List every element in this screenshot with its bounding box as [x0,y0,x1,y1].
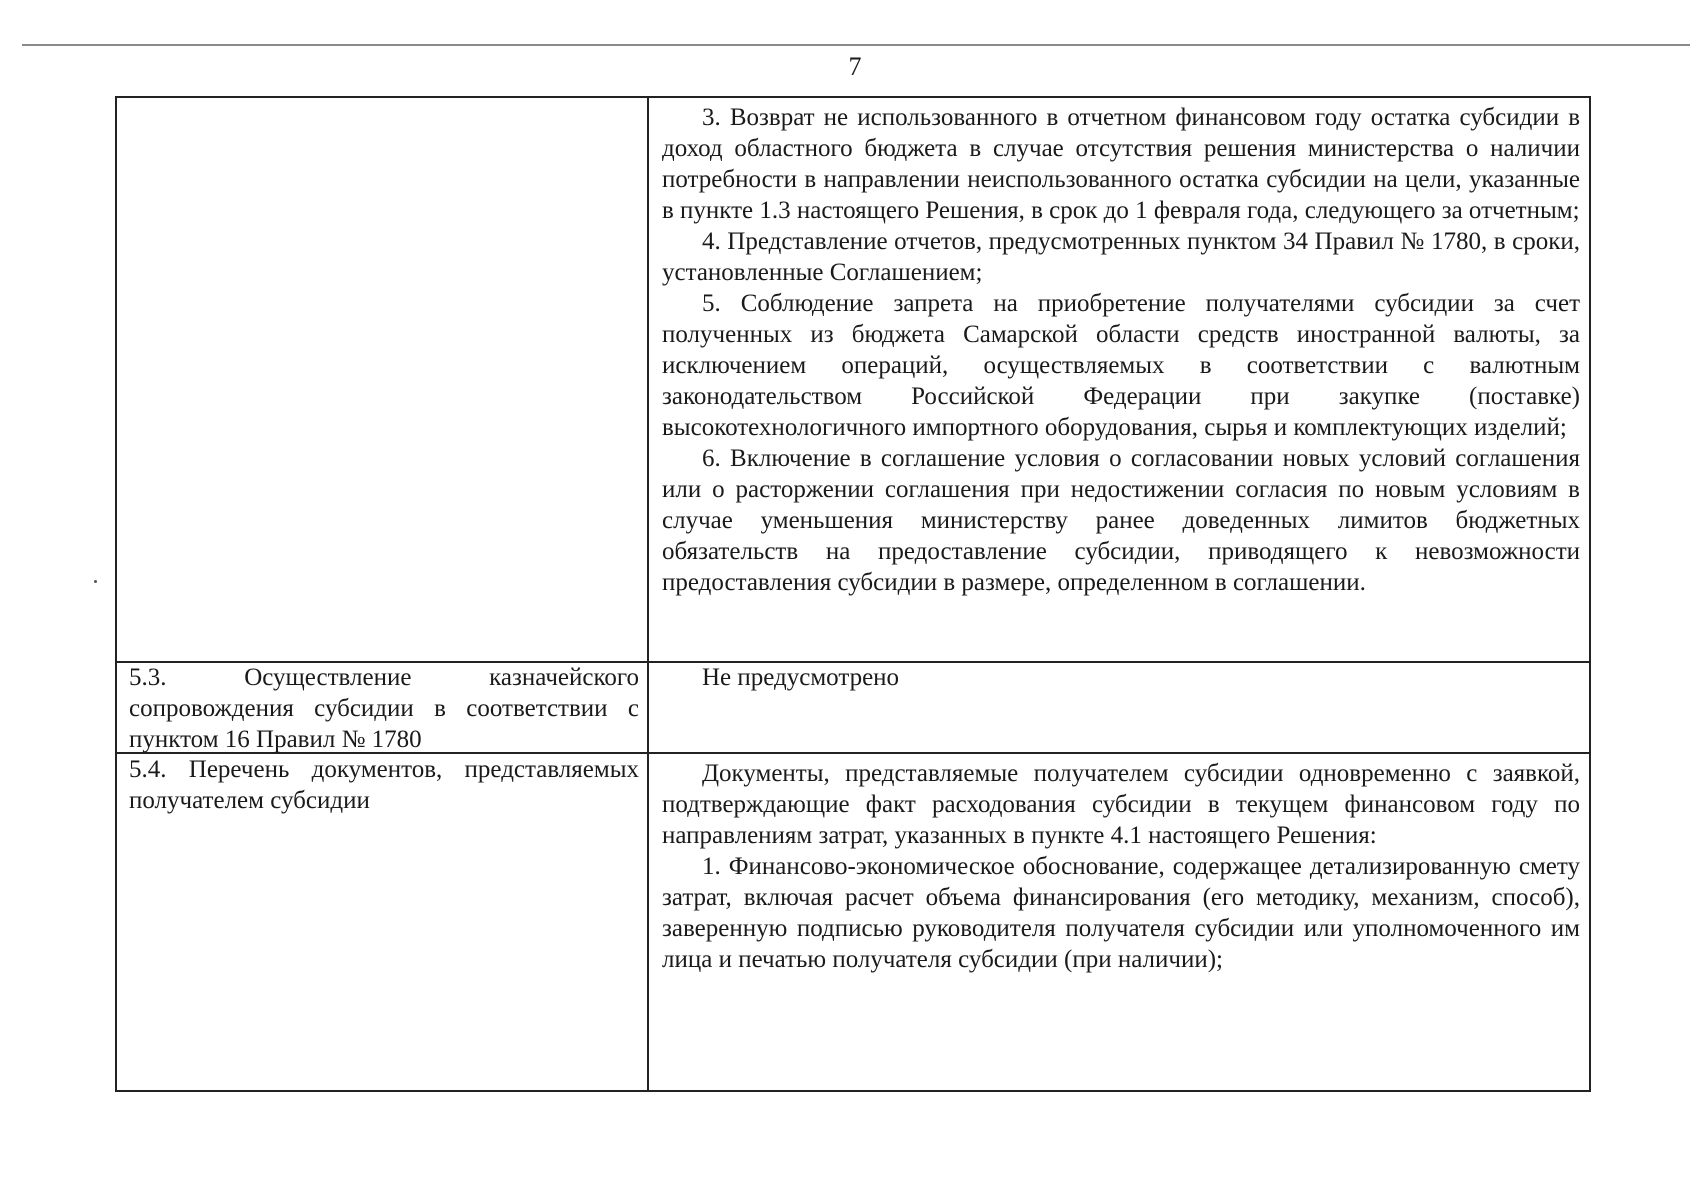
section-5-3-label: 5.3. Осуществление казначейского сопровождения субсидии в соответствии с пунктом 16 Правил № 1780 [129,664,639,753]
paragraph-item-3: 3. Возврат не использованного в отчетном финансовом году остатка субсидии в доход областного бюджета в случае отсутствия решения министерства о наличии потребности в направлении неиспользованного остатка субсидии на цели, указанные в пункте 1.3 настоящего Решения, в срок до 1 февраля года, следующего за отчетным; [662,104,1580,224]
row-2-left-cell [129,662,639,755]
row-1-right-cell [662,102,1580,598]
row-3-right-cell [662,758,1580,975]
row-2-right-cell [662,662,1580,693]
section-5-4-label: 5.4. Перечень документов, представляемых получателем субсидии [129,756,639,814]
paragraph-item-6: 6. Включение в соглашение условия о согласовании новых условий соглашения или о расторжении соглашения при недостижении согласия по новым условиям в случае уменьшения министерству ранее доведенных лимитов бюджетных обязательств на предоставление субсидии, приводящего к невозможности предоставления субсидии в размере, определенном в соглашении. [662,445,1580,596]
document-table [115,96,1591,1092]
row-3-left-cell [129,754,639,816]
paragraph-item-1: 1. Финансово-экономическое обоснование, содержащее детализированную смету затрат, включая расчет объема финансирования (его методику, механизм, способ), заверенную подписью руководителя получателя субсидии или уполномоченного им лица и печатью получателя субсидии (при наличии); [662,853,1580,973]
column-divider [647,98,649,1090]
paragraph-item-5: 5. Соблюдение запрета на приобретение получателями субсидии за счет полученных из бюджета Самарской области средств иностранной валюты, за исключением операций, осуществляемых в соответствии с валютным законодательством Российской Федерации при закупке (поставке) высокотехнологичного импортного оборудования, сырья и комплектующих изделий; [662,290,1580,441]
page-number: 7 [848,52,862,81]
scan-speck [94,580,97,583]
page-top-rule [22,44,1690,46]
paragraph-item-4: 4. Представление отчетов, предусмотренных пунктом 34 Правил № 1780, в сроки, установленные Соглашением; [662,228,1580,286]
documents-intro-paragraph: Документы, представляемые получателем субсидии одновременно с заявкой, подтверждающие факт расходования субсидии в текущем финансовом году по направлениям затрат, указанных в пункте 4.1 настоящего Решения: [662,760,1580,849]
not-provided-text: Не предусмотрено [702,664,900,691]
